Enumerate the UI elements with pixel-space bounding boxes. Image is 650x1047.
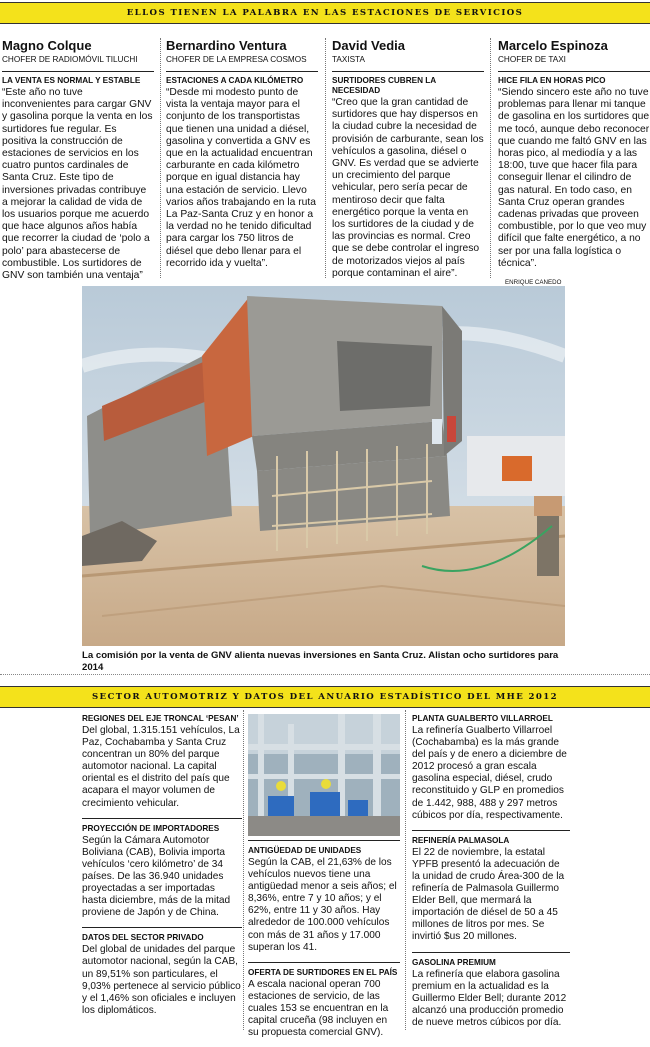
data-section <box>412 714 570 822</box>
section-title: PLANTA GUALBERTO VILLARROEL <box>412 714 553 723</box>
section-title: DATOS DEL SECTOR PRIVADO <box>82 933 204 943</box>
data-column-2 <box>248 840 400 1047</box>
section-text: Según la Cámara Automotor Boliviana (CAB), Bolivia importa vehículos ‘cero kilómetro’ de 34 países. De las 36.940 unidades proyectadas a ser importadas hasta diciembre, más de la mitad proviene de Japón y de China. <box>82 834 231 919</box>
testimonial-quote: “Desde mi modesto punto de vista la ventaja mayor para el conjunto de los transportistas que tienen una unidad a diésel, gasolina y convertida a GNV es que en la actualidad encuentran carburante en cada kilómetro porque en igual distancia hay una estación de servicio. Llevo varios años trabajando en la ruta La Paz-Santa Cruz y en honor a la verdad no he tenido dificultad para cargar los 750 litros de diésel que debo llenar para el recorrido ida y vuelta”. <box>166 87 316 269</box>
person-role: CHOFER DE RADIOMÓVIL TILUCHI <box>2 55 138 64</box>
testimonial-quote: “Creo que la gran cantidad de surtidores que hay dispersos en la ciudad cubre la necesidad de provisión de carburante, sean los vehículos a gasolina, diésel o GNV. Es verdad que se advierte un crecimiento del parque vehicular, pero sería pecar de mentiroso decir que falta energético porque la venta en los surtidores de la ciudad y de las provincias es normal. Creo que se debe controlar el ingreso de motorizados viejos al país porque contaminan el aire”. <box>332 97 484 279</box>
section-text: La refinería Gualberto Villarroel (Cochabamba) es la más grande del país y de enero a diciembre de 2012 procesó a gran escala gasolina especial, diésel, crudo reconstituido y GLP en promedios de 1.442, 988, 488 y 297 metros cúbicos por día, respectivamente. <box>412 725 567 821</box>
section-band: SECTOR AUTOMOTRIZ Y DATOS DEL ANUARIO ESTADÍSTICO DEL MHE 2012 <box>0 686 650 708</box>
data-column-3 <box>412 714 570 1037</box>
refinery-photo <box>248 714 400 836</box>
person-name: Marcelo Espinoza <box>498 38 608 53</box>
data-section <box>82 714 242 810</box>
photo-credit: ENRIQUE CANEDO <box>505 279 562 286</box>
testimonial-4 <box>498 38 650 270</box>
person-name: Bernardino Ventura <box>166 38 287 53</box>
section-title: ANTIGÜEDAD DE UNIDADES <box>248 846 362 855</box>
person-role: CHOFER DE LA EMPRESA COSMOS <box>166 55 307 64</box>
data-section <box>82 824 242 920</box>
data-section <box>412 836 570 944</box>
testimonial-quote: “Siendo sincero este año no tuve problemas para llenar mi tanque de gasolina en los surtidores que me tocó, aunque debo reconocer que cuando me faltó GNV en las horas pico, al mediodía y a las 18:00, tuve que hacer fila para conseguir llenar el cilindro de gas natural. En todo caso, en Santa Cruz operan grandes cadenas privadas que proveen combustible, por lo que veo muy difícil que falte energético, a no ser por una falla logística o técnica”. <box>498 87 650 269</box>
section-title: REFINERÍA PALMASOLA <box>412 835 510 845</box>
data-section <box>248 968 400 1039</box>
section-title: GASOLINA PREMIUM <box>412 957 496 967</box>
testimonial-subhead: ESTACIONES A CADA KILÓMETRO <box>166 76 304 85</box>
section-text: Del global, 1.315.151 vehículos, La Paz, Cochabamba y Santa Cruz concentran un 80% del parque automotor nacional. La capital oriental es el distrito del país que acapara el mayor volumen de crecimiento vehicular. <box>82 725 240 809</box>
section-title: OFERTA DE SURTIDORES EN EL PAÍS <box>248 967 398 977</box>
person-name: Magno Colque <box>2 38 92 53</box>
photo-caption: La comisión por la venta de GNV alienta nuevas inversiones en Santa Cruz. Alistan ocho surtidores para 2014 <box>82 650 559 673</box>
person-role: CHOFER DE TAXI <box>498 55 566 64</box>
testimonial-1 <box>2 38 154 282</box>
testimonial-quote: “Este año no tuve inconvenientes para cargar GNV y gasolina porque la venta en los surtidores fue regular. Es positiva la construcción de estaciones de servicios en los cuatro puntos cardinales de Santa Cruz. Este tipo de inversiones privadas contribuye a mejorar la calidad de vida de los usuarios porque me acuerdo que hace algunos años había que recorrer la ciudad de ‘polo a polo’ para abastecerse de combustible. Los surtidores de GNV son también una ventaja” <box>2 87 153 282</box>
section-text: El 22 de noviembre, la estatal YPFB presentó la adecuación de la unidad de crudo Área-300 de la refinería de Palmasola Guillermo Elder Bell, que mermará la importación de diésel de 50 a 45 millones de litros por mes. Se invirtió $us 20 millones. <box>412 846 565 943</box>
testimonial-subhead: HICE FILA EN HORAS PICO <box>498 76 606 85</box>
data-section <box>248 846 400 954</box>
person-name: David Vedia <box>332 38 405 53</box>
section-text: Según la CAB, el 21,63% de los vehículos nuevos tiene una antigüedad menor a seis años; el 8,36%, entre 7 y 10 años; y el 62%, entre 11 y 30 años. Hay alrededor de 100.000 vehículos con más de 31 años y 17.000 superan los 41. <box>248 857 397 953</box>
section-title: REGIONES DEL EJE TRONCAL ‘PESAN’ <box>82 714 239 723</box>
data-section <box>412 958 570 1029</box>
section-text: A escala nacional operan 700 estaciones de servicio, de las cuales 153 se encuentran en la capital cruceña (98 incluyen en su propuesta comercial GNV). <box>248 978 389 1039</box>
testimonial-subhead: LA VENTA ES NORMAL Y ESTABLE <box>2 76 141 85</box>
testimonial-2 <box>166 38 318 270</box>
data-section <box>82 933 242 1017</box>
section-text: Del global de unidades del parque automotor nacional, según la CAB, un 89,51% son particulares, el 9,03% pertenece al servicio público y el 1,46% son oficiales e incluyen los diplomáticos. <box>82 944 241 1016</box>
section-text: La refinería que elabora gasolina premium en la actualidad es la Guillermo Elder Bell; durante 2012 alcanzó una producción promedio de nueve metros cúbicos por día. <box>412 968 567 1028</box>
testimonial-subhead: SURTIDORES CUBREN LA NECESIDAD <box>332 76 436 95</box>
header-band: ELLOS TIENEN LA PALABRA EN LAS ESTACIONES DE SERVICIOS <box>0 2 650 24</box>
person-role: TAXISTA <box>332 55 365 64</box>
section-title: PROYECCIÓN DE IMPORTADORES <box>82 823 220 833</box>
data-column-1 <box>82 714 242 1025</box>
testimonial-3 <box>332 38 484 280</box>
construction-photo <box>82 286 565 646</box>
